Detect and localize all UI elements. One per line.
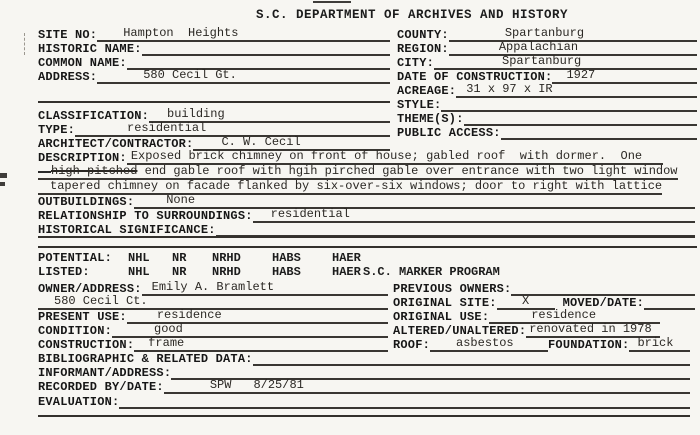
description-label: DESCRIPTION: <box>38 151 127 165</box>
field-description-line2 <box>38 164 678 180</box>
description-value-line2: end gable roof with hgih pirched gable over entrance with two light window <box>137 164 678 178</box>
description-struck-text: high pitched <box>51 164 138 178</box>
scan-artifact-dotted-line <box>24 33 25 55</box>
designation-nr: NR <box>172 251 187 265</box>
present-use-label: PRESENT USE: <box>38 310 127 324</box>
historical-significance-line <box>216 221 695 237</box>
recorded-date-value: 8/25/81 <box>253 378 304 392</box>
owner-address-label: OWNER/ADDRESS: <box>38 282 142 296</box>
city-value: Spartanburg <box>502 54 582 68</box>
altered-unaltered-value: renovated in 1978 <box>529 322 652 336</box>
original-use-value: residence <box>531 308 597 322</box>
outbuildings-value: None <box>166 193 196 207</box>
condition-value: good <box>154 322 183 336</box>
designation-nrhd: NRHD <box>212 251 241 265</box>
city-label: CITY: <box>397 56 435 70</box>
historical-significance-label: HISTORICAL SIGNIFICANCE: <box>38 223 216 237</box>
region-value: Appalachian <box>498 40 579 54</box>
style-label: STYLE: <box>397 98 442 112</box>
relationship-value: residential <box>270 207 350 221</box>
designation-habs: HABS <box>272 251 301 265</box>
strike-lead-line <box>38 171 51 173</box>
date-of-construction-label: DATE OF CONSTRUCTION: <box>397 70 553 84</box>
relationship-label: RELATIONSHIP TO SURROUNDINGS: <box>38 209 253 223</box>
description-line-2 <box>38 164 678 180</box>
acreage-label: ACREAGE: <box>397 84 457 98</box>
field-historical-significance <box>38 221 695 237</box>
section-divider <box>38 246 697 248</box>
county-value: Spartanburg <box>504 26 585 40</box>
address-line <box>97 68 390 84</box>
owner-address-value: Emily A. Bramlett <box>151 280 275 294</box>
scan-artifact-left-blob <box>0 173 7 178</box>
date-of-construction-value: 1927 <box>566 68 596 82</box>
themes-label: THEME(S): <box>397 112 464 126</box>
designation-nhl: NHL <box>128 265 150 279</box>
classification-value: building <box>167 107 225 121</box>
description-value-line1: Exposed brick chimney on front of house; gabled roof with dormer. One <box>130 149 643 163</box>
field-recorded-by-date <box>38 378 690 394</box>
address-label: ADDRESS: <box>38 70 98 84</box>
designation-nrhd: NRHD <box>212 265 241 279</box>
site-no-label: SITE NO: <box>38 28 98 42</box>
bottom-border-line <box>38 415 690 417</box>
historic-name-label: HISTORIC NAME: <box>38 42 142 56</box>
address-value: 580 Cecil Gt. <box>143 68 237 82</box>
construction-label: CONSTRUCTION: <box>38 338 135 352</box>
scan-artifact-top-dash <box>313 1 351 3</box>
present-use-value: residence <box>156 308 222 322</box>
altered-unaltered-label: ALTERED/UNALTERED: <box>393 324 527 338</box>
owner-address-2-value: 580 Cecil Ct. <box>54 294 148 308</box>
outbuildings-label: OUTBUILDINGS: <box>38 195 135 209</box>
description-value-line3: tapered chimney on facade flanked by six-over-six windows; door to right with lattice <box>50 179 663 193</box>
designation-habs: HABS <box>272 265 301 279</box>
foundation-label: FOUNDATION: <box>548 338 630 352</box>
evaluation-line <box>119 393 690 409</box>
common-name-label: COMMON NAME: <box>38 56 127 70</box>
informant-address-label: INFORMANT/ADDRESS: <box>38 366 172 380</box>
region-label: REGION: <box>397 42 449 56</box>
page-title: S.C. DEPARTMENT OF ARCHIVES AND HISTORY <box>256 8 569 22</box>
designation-nr: NR <box>172 265 187 279</box>
previous-owners-label: PREVIOUS OWNERS: <box>393 282 512 296</box>
recorded-by-date-label: RECORDED BY/DATE: <box>38 380 164 394</box>
field-evaluation <box>38 393 690 409</box>
construction-value: frame <box>148 336 185 350</box>
type-value: residential <box>127 121 207 135</box>
county-label: COUNTY: <box>397 28 449 42</box>
original-use-label: ORIGINAL USE: <box>393 310 490 324</box>
public-access-line <box>501 124 697 140</box>
designation-haer: HAER <box>332 265 361 279</box>
original-site-label: ORIGINAL SITE: <box>393 296 497 310</box>
description-line-1 <box>127 149 663 165</box>
listed-label: LISTED: <box>38 265 90 279</box>
public-access-label: PUBLIC ACCESS: <box>397 126 501 140</box>
roof-label: ROOF: <box>393 338 431 352</box>
field-listed <box>38 266 658 279</box>
architect-contractor-value: C. W. Cecil <box>221 135 301 149</box>
field-public-access <box>397 124 697 140</box>
potential-label: POTENTIAL: <box>38 251 113 265</box>
classification-label: CLASSIFICATION: <box>38 109 150 123</box>
acreage-value: 31 x 97 x IR <box>466 82 553 96</box>
designation-haer: HAER <box>332 251 361 265</box>
section-divider <box>38 101 390 103</box>
original-site-value: X <box>522 294 530 308</box>
site-no-value: Hampton Heights <box>123 26 239 40</box>
designation-nhl: NHL <box>128 251 150 265</box>
architect-contractor-label: ARCHITECT/CONTRACTOR: <box>38 137 194 151</box>
moved-date-label: MOVED/DATE: <box>562 296 645 310</box>
bibliographic-label: BIBLIOGRAPHIC & RELATED DATA: <box>38 352 253 366</box>
type-label: TYPE: <box>38 123 76 137</box>
field-description <box>38 149 663 165</box>
marker-program-heading: S.C. MARKER PROGRAM <box>363 265 500 279</box>
foundation-value: brick <box>637 336 674 350</box>
blank-continuation-line <box>38 236 695 238</box>
recorded-by-date-line <box>164 378 690 394</box>
condition-label: CONDITION: <box>38 324 113 338</box>
field-address <box>38 68 390 84</box>
roof-value: asbestos <box>456 336 514 350</box>
field-potential <box>38 252 658 265</box>
evaluation-label: EVALUATION: <box>38 395 120 409</box>
recorded-by-value: SPW <box>209 378 232 392</box>
scan-artifact-left-blob <box>0 182 5 186</box>
